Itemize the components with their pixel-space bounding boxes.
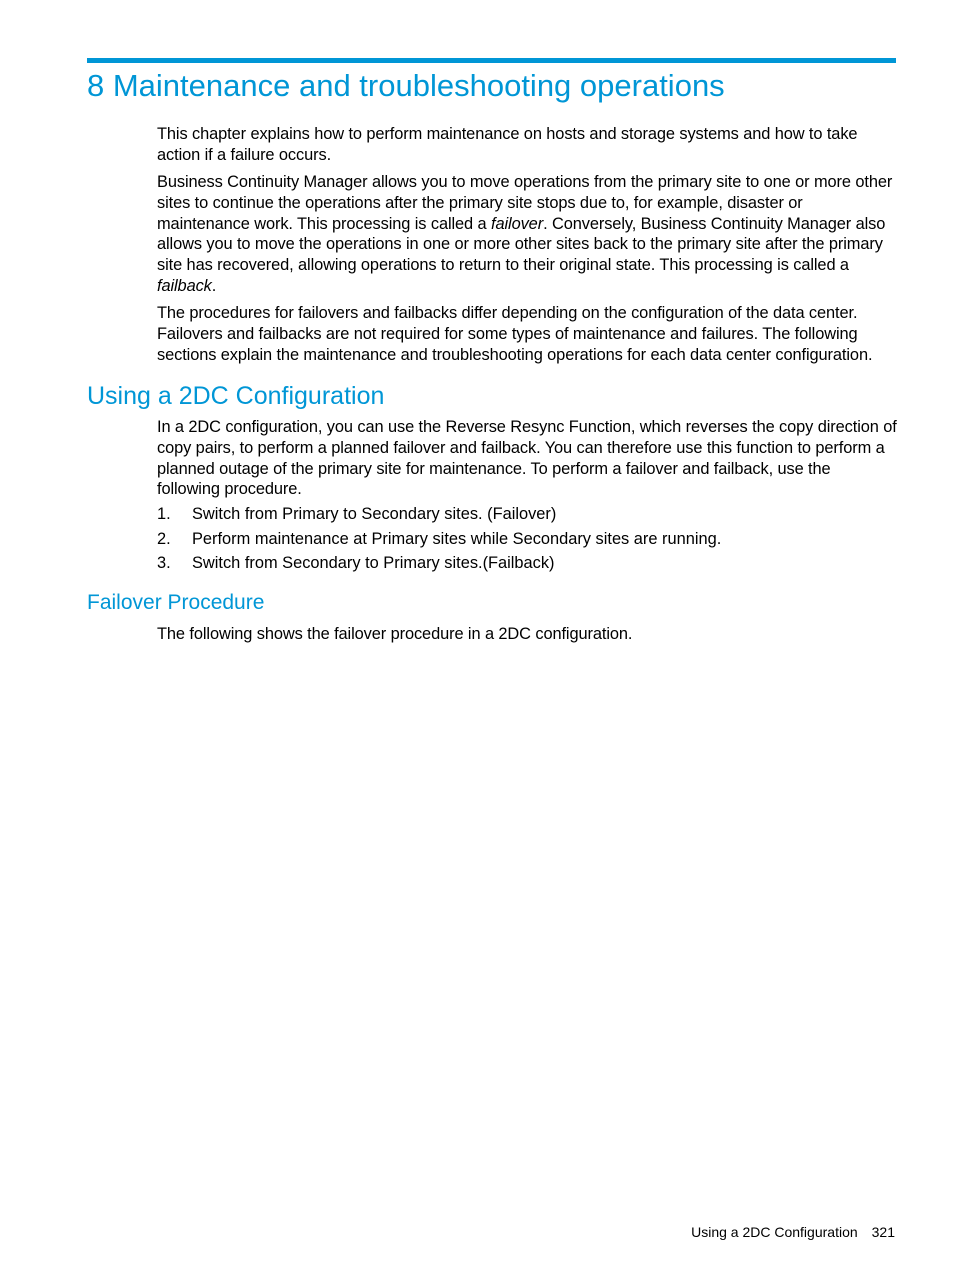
- subsection-title: Failover Procedure: [87, 591, 265, 614]
- page-footer: [691, 1222, 895, 1242]
- step-text: Switch from Secondary to Primary sites.(Failback): [192, 554, 555, 572]
- intro-paragraph-2-part-b: . Conversely, Business Continuity Manager also allows you to move the operations in one or more other sites back to the primary site after the primary site has recovered, allowing operations to return to their original state. This processing is called a: [157, 214, 886, 275]
- step-text: Perform maintenance at Primary sites while Secondary sites are running.: [192, 529, 722, 548]
- footer-section-name: Using a 2DC Configuration: [691, 1224, 858, 1240]
- step-number: 2.: [157, 529, 171, 548]
- intro-paragraph-2: [157, 172, 897, 297]
- page-number: 321: [871, 1224, 895, 1240]
- procedure-steps: [157, 504, 897, 578]
- procedure-step: [157, 504, 897, 529]
- section-paragraph-1: In a 2DC configuration, you can use the Reverse Resync Function, which reverses the copy direction of copy pairs, to perform a planned failover and failback. You can therefore use this function to perform a planned outage of the primary site for maintenance. To perform a failover and failback, use the following procedure.: [157, 418, 897, 499]
- procedure-step: [157, 529, 897, 554]
- section-title: Using a 2DC Configuration: [87, 382, 385, 410]
- intro-paragraph-1: This chapter explains how to perform maintenance on hosts and storage systems and how to take action if a failure occurs.: [157, 125, 858, 164]
- chapter-top-rule: [87, 58, 896, 63]
- intro-paragraph-2-part-c: .: [211, 276, 217, 295]
- intro-paragraph-2-part-a: Business Continuity Manager allows you to move operations from the primary site to one or more other sites to continue the operations after the primary site stops due to, for example, disaster or maintenance work. This processing is called a: [157, 173, 893, 233]
- step-number: 3.: [157, 554, 171, 572]
- step-text: Switch from Primary to Secondary sites. (Failover): [192, 505, 557, 523]
- subsection-paragraph-1: The following shows the failover procedure in a 2DC configuration.: [157, 625, 633, 643]
- chapter-title: 8 Maintenance and troubleshooting operations: [87, 68, 725, 103]
- intro-paragraph-3: The procedures for failovers and failbacks differ depending on the configuration of the data center. Failovers and failbacks are not required for some types of maintenance and failures. The following sections explain the maintenance and troubleshooting operations for each data center configuration.: [157, 304, 873, 364]
- term-failover: failover: [491, 214, 544, 233]
- procedure-step: [157, 553, 897, 578]
- term-failback: failback: [157, 276, 212, 295]
- step-number: 1.: [157, 505, 171, 523]
